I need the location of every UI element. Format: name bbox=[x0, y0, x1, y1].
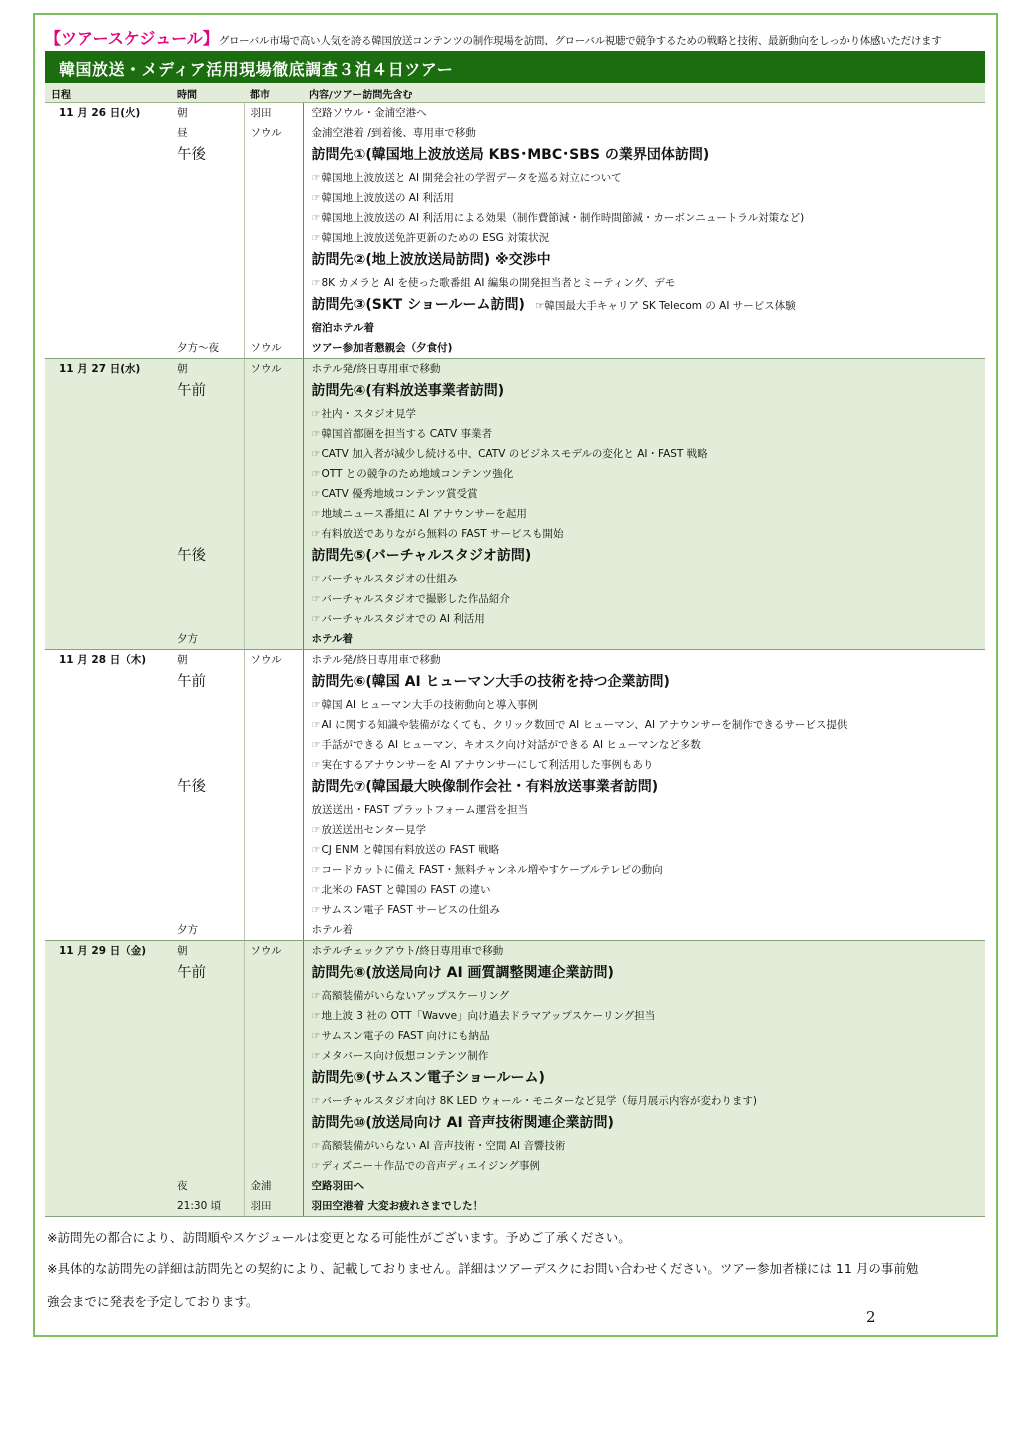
city-cell bbox=[251, 168, 303, 188]
day-row bbox=[45, 102, 985, 358]
time-cell: 夜 bbox=[177, 1179, 188, 1192]
pointing-hand-icon: ☞ bbox=[311, 699, 321, 711]
pointing-hand-icon: ☞ bbox=[311, 990, 321, 1002]
city-cell bbox=[251, 715, 303, 735]
time-cell bbox=[177, 248, 244, 273]
time-cell bbox=[177, 1046, 244, 1066]
schedule-item bbox=[312, 589, 986, 609]
visit-note: ☞韓国最大手キャリア SK Telecom の AI サービス体験 bbox=[534, 299, 796, 312]
schedule-item bbox=[312, 986, 986, 1006]
col-header-date: 日程 bbox=[45, 83, 171, 102]
schedule-item bbox=[312, 464, 986, 484]
item-text: 韓国地上波放送と AI 開発会社の学習データを巡る対立について bbox=[321, 171, 622, 184]
pointing-hand-icon: ☞ bbox=[311, 1030, 321, 1042]
time-cell: 午後 bbox=[177, 778, 206, 795]
pointing-hand-icon: ☞ bbox=[311, 844, 321, 856]
schedule-item bbox=[312, 755, 986, 775]
time-cell bbox=[177, 228, 244, 248]
city-cell bbox=[251, 464, 303, 484]
schedule-item bbox=[312, 208, 986, 228]
city-cell bbox=[251, 504, 303, 524]
city-cell bbox=[251, 1026, 303, 1046]
day-cities bbox=[244, 358, 303, 649]
schedule-item bbox=[312, 820, 986, 840]
time-cell bbox=[177, 1156, 244, 1176]
time-cell bbox=[177, 820, 244, 840]
city-cell bbox=[251, 609, 303, 629]
col-header-city: 都市 bbox=[244, 83, 303, 102]
time-cell bbox=[177, 609, 244, 629]
footnote-2: ※具体的な訪問先の詳細は訪問先との契約により、記載しておりません。詳細はツアーデスクにお問い合わせください。ツアー参加者様には 11 月の事前勉 bbox=[47, 1261, 919, 1276]
item-text: 訪問先⑦(韓国最大映像制作会社・有料放送事業者訪問) bbox=[311, 778, 659, 795]
schedule-item bbox=[312, 609, 986, 629]
pointing-hand-icon: ☞ bbox=[311, 884, 321, 896]
city-cell bbox=[251, 404, 303, 424]
tour-header bbox=[45, 26, 985, 46]
city-cell: 金浦 bbox=[250, 1179, 272, 1192]
item-text: 空路羽田へ bbox=[311, 1179, 364, 1192]
item-text: ツアー参加者懇親会（夕食付) bbox=[311, 341, 453, 354]
schedule-heading: 【ツアースケジュール】 bbox=[45, 29, 219, 46]
city-cell bbox=[251, 544, 303, 569]
time-cell bbox=[177, 464, 244, 484]
schedule-item bbox=[312, 695, 986, 715]
item-text: 韓国首都圏を担当する CATV 事業者 bbox=[321, 427, 492, 440]
city-cell bbox=[251, 293, 303, 318]
pointing-hand-icon: ☞ bbox=[311, 1140, 321, 1152]
pointing-hand-icon: ☞ bbox=[311, 1095, 321, 1107]
day-date: 11 月 28 日（木) bbox=[45, 649, 171, 940]
day-times bbox=[171, 102, 244, 358]
pointing-hand-icon: ☞ bbox=[311, 232, 321, 244]
time-cell bbox=[177, 188, 244, 208]
item-text: CATV 加入者が減少し続ける中、CATV のビジネスモデルの変化と AI・FAST 戦略 bbox=[321, 447, 708, 460]
item-text: 社内・スタジオ見学 bbox=[321, 407, 416, 420]
item-text: 訪問先⑤(バーチャルスタジオ訪問) bbox=[311, 547, 532, 564]
day-content bbox=[303, 940, 985, 1216]
schedule-item bbox=[312, 444, 986, 464]
pointing-hand-icon: ☞ bbox=[311, 739, 321, 751]
table-header-row bbox=[45, 83, 985, 102]
pointing-hand-icon: ☞ bbox=[311, 573, 321, 585]
item-text: バーチャルスタジオでの AI 利活用 bbox=[321, 612, 485, 625]
city-cell bbox=[251, 1091, 303, 1111]
city-cell bbox=[251, 1136, 303, 1156]
item-text: 訪問先⑥(韓国 AI ヒューマン大手の技術を持つ企業訪問) bbox=[311, 673, 670, 690]
schedule-item bbox=[312, 504, 986, 524]
schedule-item bbox=[312, 1046, 986, 1066]
schedule-item bbox=[312, 860, 986, 880]
city-cell bbox=[251, 188, 303, 208]
city-cell bbox=[251, 569, 303, 589]
schedule-item bbox=[312, 920, 986, 940]
time-cell bbox=[177, 318, 244, 338]
city-cell bbox=[251, 318, 303, 338]
schedule-item bbox=[312, 484, 986, 504]
city-cell bbox=[251, 248, 303, 273]
schedule-item bbox=[312, 569, 986, 589]
city-cell bbox=[251, 880, 303, 900]
time-cell bbox=[177, 695, 244, 715]
item-text: 放送送出センター見学 bbox=[321, 823, 427, 836]
visit-heading bbox=[312, 670, 986, 695]
city-cell: ソウル bbox=[250, 341, 282, 354]
time-cell bbox=[177, 168, 244, 188]
time-cell bbox=[177, 589, 244, 609]
item-text: 手話ができる AI ヒューマン、キオスク向け対話ができる AI ヒューマンなど多数 bbox=[321, 738, 701, 751]
item-text: 韓国地上波放送の AI 利活用 bbox=[321, 191, 454, 204]
time-cell bbox=[177, 1066, 244, 1091]
city-cell: ソウル bbox=[250, 362, 282, 375]
item-text: サムスン電子の FAST 向けにも納品 bbox=[321, 1029, 490, 1042]
item-text: バーチャルスタジオで撮影した作品紹介 bbox=[321, 592, 510, 605]
schedule-item bbox=[312, 338, 986, 358]
city-cell bbox=[251, 1156, 303, 1176]
item-text: 宿泊ホテル着 bbox=[311, 321, 374, 334]
time-cell: 夕方～夜 bbox=[177, 341, 219, 354]
schedule-item bbox=[312, 1026, 986, 1046]
city-cell bbox=[251, 143, 303, 168]
time-cell bbox=[177, 735, 244, 755]
city-cell bbox=[251, 208, 303, 228]
pointing-hand-icon: ☞ bbox=[311, 468, 321, 480]
item-text: ホテル着 bbox=[311, 632, 353, 645]
pointing-hand-icon: ☞ bbox=[311, 428, 321, 440]
time-cell bbox=[177, 404, 244, 424]
city-cell bbox=[251, 800, 303, 820]
item-text: コードカットに備え FAST・無料チャンネル増やすケーブルテレビの動向 bbox=[321, 863, 663, 876]
schedule-item bbox=[312, 123, 986, 143]
item-text: 8K カメラと AI を使った歌番組 AI 編集の開発担当者とミーティング、デモ bbox=[321, 276, 676, 289]
item-text: 放送送出・FAST プラットフォーム運営を担当 bbox=[311, 803, 529, 816]
time-cell: 夕方 bbox=[177, 632, 198, 645]
visit-heading bbox=[312, 379, 986, 404]
city-cell bbox=[251, 444, 303, 464]
item-text: ホテル着 bbox=[311, 923, 353, 936]
item-text: 韓国 AI ヒューマン大手の技術動向と導入事例 bbox=[321, 698, 538, 711]
item-text: 羽田空港着 大変お疲れさまでした！ bbox=[311, 1199, 484, 1212]
time-cell bbox=[177, 880, 244, 900]
time-cell bbox=[177, 484, 244, 504]
time-cell bbox=[177, 800, 244, 820]
schedule-item bbox=[312, 424, 986, 444]
pointing-hand-icon: ☞ bbox=[311, 528, 321, 540]
city-cell bbox=[251, 775, 303, 800]
time-cell: 朝 bbox=[177, 944, 188, 957]
city-cell bbox=[251, 670, 303, 695]
time-cell bbox=[177, 1091, 244, 1111]
time-cell bbox=[177, 504, 244, 524]
day-cities bbox=[244, 102, 303, 358]
day-times bbox=[171, 358, 244, 649]
city-cell: 羽田 bbox=[250, 1199, 272, 1212]
pointing-hand-icon: ☞ bbox=[311, 277, 321, 289]
item-text: 訪問先⑨(サムスン電子ショールーム) bbox=[311, 1069, 545, 1086]
item-text: 韓国地上波放送の AI 利活用による効果（制作費節減・制作時間節減・カーボンニュートラル対策など) bbox=[321, 211, 805, 224]
city-cell bbox=[251, 424, 303, 444]
time-cell: 朝 bbox=[177, 653, 188, 666]
tour-intro: グローバル市場で高い人気を誇る韓国放送コンテンツの制作現場を訪問、グローバル視聴で競争するための戦略と技術、最新動向をしっかり体感いただけます bbox=[218, 35, 942, 46]
pointing-hand-icon: ☞ bbox=[311, 212, 321, 224]
pointing-hand-icon: ☞ bbox=[311, 172, 321, 184]
city-cell bbox=[251, 629, 303, 649]
col-header-content: 内容/ツアー訪問先含む bbox=[303, 83, 985, 102]
pointing-hand-icon: ☞ bbox=[311, 408, 321, 420]
time-cell bbox=[177, 1006, 244, 1026]
visit-heading bbox=[312, 775, 986, 800]
item-text: 韓国地上波放送免許更新のための ESG 対策状況 bbox=[321, 231, 550, 244]
schedule-item bbox=[312, 715, 986, 735]
time-cell bbox=[177, 524, 244, 544]
time-cell bbox=[177, 208, 244, 228]
item-text: ディズニー＋作品での音声ディエイジング事例 bbox=[321, 1159, 540, 1172]
day-row bbox=[45, 649, 985, 940]
city-cell bbox=[251, 900, 303, 920]
day-content bbox=[303, 102, 985, 358]
schedule-item bbox=[312, 168, 986, 188]
schedule-item bbox=[312, 900, 986, 920]
visit-heading bbox=[312, 143, 986, 168]
pointing-hand-icon: ☞ bbox=[311, 1050, 321, 1062]
time-cell bbox=[177, 755, 244, 775]
item-text: 地域ニュース番組に AI アナウンサーを起用 bbox=[321, 507, 527, 520]
item-text: 訪問先④(有料放送事業者訪問) bbox=[311, 382, 505, 399]
schedule-item bbox=[312, 880, 986, 900]
footnote-1: ※訪問先の都合により、訪問順やスケジュールは変更となる可能性がございます。予めご了承ください。 bbox=[47, 1230, 631, 1245]
schedule-item bbox=[312, 650, 986, 670]
schedule-item bbox=[312, 524, 986, 544]
item-text: 金浦空港着 /到着後、専用車で移動 bbox=[311, 126, 476, 139]
city-cell bbox=[251, 228, 303, 248]
pointing-hand-icon: ☞ bbox=[311, 1010, 321, 1022]
schedule-item bbox=[312, 735, 986, 755]
schedule-item bbox=[312, 273, 986, 293]
day-cities bbox=[244, 940, 303, 1216]
schedule-item bbox=[312, 404, 986, 424]
city-cell bbox=[251, 1006, 303, 1026]
time-cell bbox=[177, 444, 244, 464]
day-content bbox=[303, 649, 985, 940]
city-cell bbox=[251, 755, 303, 775]
item-text: 高額装備がいらないアップスケーリング bbox=[321, 989, 510, 1002]
city-cell bbox=[251, 860, 303, 880]
time-cell: 午前 bbox=[177, 673, 206, 690]
city-cell bbox=[251, 735, 303, 755]
pointing-hand-icon: ☞ bbox=[311, 488, 321, 500]
time-cell bbox=[177, 273, 244, 293]
city-cell: ソウル bbox=[250, 653, 282, 666]
item-text: 実在するアナウンサーを AI アナウンサーにして利活用した事例もあり bbox=[321, 758, 654, 771]
schedule-item bbox=[312, 188, 986, 208]
schedule-item bbox=[312, 1136, 986, 1156]
time-cell bbox=[177, 293, 244, 318]
city-cell bbox=[251, 589, 303, 609]
city-cell: ソウル bbox=[250, 944, 282, 957]
pointing-hand-icon: ☞ bbox=[311, 759, 321, 771]
time-cell: 午前 bbox=[177, 964, 206, 981]
item-text: 北米の FAST と韓国の FAST の違い bbox=[321, 883, 491, 896]
item-text: CATV 優秀地域コンテンツ賞受賞 bbox=[321, 487, 478, 500]
time-cell: 午後 bbox=[177, 547, 206, 564]
time-cell bbox=[177, 1111, 244, 1136]
city-cell bbox=[251, 524, 303, 544]
item-text: 有料放送でありながら無料の FAST サービスも開始 bbox=[321, 527, 564, 540]
visit-heading bbox=[312, 961, 986, 986]
schedule-item bbox=[312, 840, 986, 860]
schedule-item bbox=[312, 629, 986, 649]
visit-heading bbox=[312, 1066, 986, 1091]
item-text: 空路ソウル・金浦空港へ bbox=[311, 106, 427, 119]
item-text: OTT との競争のため地域コンテンツ強化 bbox=[321, 467, 514, 480]
schedule-item bbox=[312, 1196, 986, 1216]
pointing-hand-icon: ☞ bbox=[311, 824, 321, 836]
time-cell: 午後 bbox=[177, 146, 206, 163]
schedule-body bbox=[45, 102, 985, 1216]
schedule-table bbox=[45, 83, 985, 1217]
time-cell bbox=[177, 840, 244, 860]
time-cell bbox=[177, 715, 244, 735]
item-text: 高額装備がいらない AI 音声技術・空間 AI 音響技術 bbox=[321, 1139, 566, 1152]
item-text: メタバース向け仮想コンテンツ制作 bbox=[321, 1049, 489, 1062]
time-cell bbox=[177, 1026, 244, 1046]
time-cell bbox=[177, 900, 244, 920]
pointing-hand-icon: ☞ bbox=[311, 864, 321, 876]
day-times bbox=[171, 649, 244, 940]
city-cell bbox=[251, 1066, 303, 1091]
day-cities bbox=[244, 649, 303, 940]
city-cell: 羽田 bbox=[250, 106, 272, 119]
city-cell bbox=[251, 961, 303, 986]
pointing-hand-icon: ☞ bbox=[311, 719, 321, 731]
item-text: ホテル発/終日専用車で移動 bbox=[311, 653, 441, 666]
pointing-hand-icon: ☞ bbox=[311, 593, 321, 605]
pointing-hand-icon: ☞ bbox=[311, 448, 321, 460]
city-cell: ソウル bbox=[250, 126, 282, 139]
item-text: 訪問先⑧(放送局向け AI 画質調整関連企業訪問) bbox=[311, 964, 614, 981]
item-text: サムスン電子 FAST サービスの仕組み bbox=[321, 903, 500, 916]
city-cell bbox=[251, 1046, 303, 1066]
item-text: 訪問先③(SKT ショールーム訪問) bbox=[311, 296, 525, 313]
item-text: AI に関する知識や装備がなくても、クリック数回で AI ヒューマン、AI アナウンサーを制作できるサービス提供 bbox=[321, 718, 848, 731]
time-cell bbox=[177, 860, 244, 880]
item-text: 訪問先①(韓国地上波放送局 KBS･MBC･SBS の業界団体訪問) bbox=[311, 146, 710, 163]
day-date: 11 月 29 日（金) bbox=[45, 940, 171, 1216]
city-cell bbox=[251, 920, 303, 940]
item-text: ホテルチェックアウト/終日専用車で移動 bbox=[311, 944, 504, 957]
time-cell bbox=[177, 424, 244, 444]
visit-heading bbox=[312, 248, 986, 273]
pointing-hand-icon: ☞ bbox=[311, 613, 321, 625]
item-text: バーチャルスタジオ向け 8K LED ウォール・モニターなど見学（毎月展示内容が変わります) bbox=[321, 1094, 757, 1107]
day-row bbox=[45, 940, 985, 1216]
item-text: バーチャルスタジオの仕組み bbox=[321, 572, 458, 585]
time-cell: 21:30 頃 bbox=[177, 1199, 222, 1212]
schedule-item bbox=[312, 1156, 986, 1176]
pointing-hand-icon: ☞ bbox=[311, 192, 321, 204]
tour-title-banner: 韓国放送・メディア活用現場徹底調査３泊４日ツアー bbox=[45, 51, 985, 83]
city-cell bbox=[251, 840, 303, 860]
pointing-hand-icon: ☞ bbox=[311, 1160, 321, 1172]
pointing-hand-icon: ☞ bbox=[311, 904, 321, 916]
footnote-3: 強会までに発表を予定しております。 bbox=[47, 1294, 259, 1309]
visit-heading bbox=[312, 1111, 986, 1136]
time-cell bbox=[177, 986, 244, 1006]
col-header-time: 時間 bbox=[171, 83, 244, 102]
page-number: 2 bbox=[866, 1308, 876, 1326]
item-text: CJ ENM と韓国有料放送の FAST 戦略 bbox=[321, 843, 500, 856]
schedule-item bbox=[312, 1176, 986, 1196]
time-cell: 昼 bbox=[177, 126, 188, 139]
day-row bbox=[45, 358, 985, 649]
time-cell: 夕方 bbox=[177, 923, 198, 936]
item-text: 地上波 3 社の OTT「Wavve」向け過去ドラマアップスケーリング担当 bbox=[321, 1009, 656, 1022]
time-cell: 朝 bbox=[177, 106, 188, 119]
day-content bbox=[303, 358, 985, 649]
schedule-item bbox=[312, 800, 986, 820]
time-cell bbox=[177, 1136, 244, 1156]
schedule-item bbox=[312, 1091, 986, 1111]
schedule-item bbox=[312, 318, 986, 338]
item-text: 訪問先②(地上波放送局訪問) ※交渉中 bbox=[311, 251, 551, 268]
time-cell: 朝 bbox=[177, 362, 188, 375]
time-cell: 午前 bbox=[177, 382, 206, 399]
visit-heading bbox=[312, 544, 986, 569]
city-cell bbox=[251, 379, 303, 404]
schedule-item bbox=[312, 359, 986, 379]
day-date: 11 月 27 日(水) bbox=[45, 358, 171, 649]
schedule-item bbox=[312, 228, 986, 248]
day-date: 11 月 26 日(火) bbox=[45, 102, 171, 358]
city-cell bbox=[251, 484, 303, 504]
schedule-item bbox=[312, 103, 986, 123]
item-text: ホテル発/終日専用車で移動 bbox=[311, 362, 441, 375]
pointing-hand-icon: ☞ bbox=[311, 508, 321, 520]
city-cell bbox=[251, 1111, 303, 1136]
schedule-item bbox=[312, 941, 986, 961]
schedule-item bbox=[312, 1006, 986, 1026]
city-cell bbox=[251, 273, 303, 293]
day-times bbox=[171, 940, 244, 1216]
item-text: 訪問先⑩(放送局向け AI 音声技術関連企業訪問) bbox=[311, 1114, 614, 1131]
city-cell bbox=[251, 986, 303, 1006]
visit-heading bbox=[312, 293, 986, 318]
time-cell bbox=[177, 569, 244, 589]
city-cell bbox=[251, 820, 303, 840]
city-cell bbox=[251, 695, 303, 715]
